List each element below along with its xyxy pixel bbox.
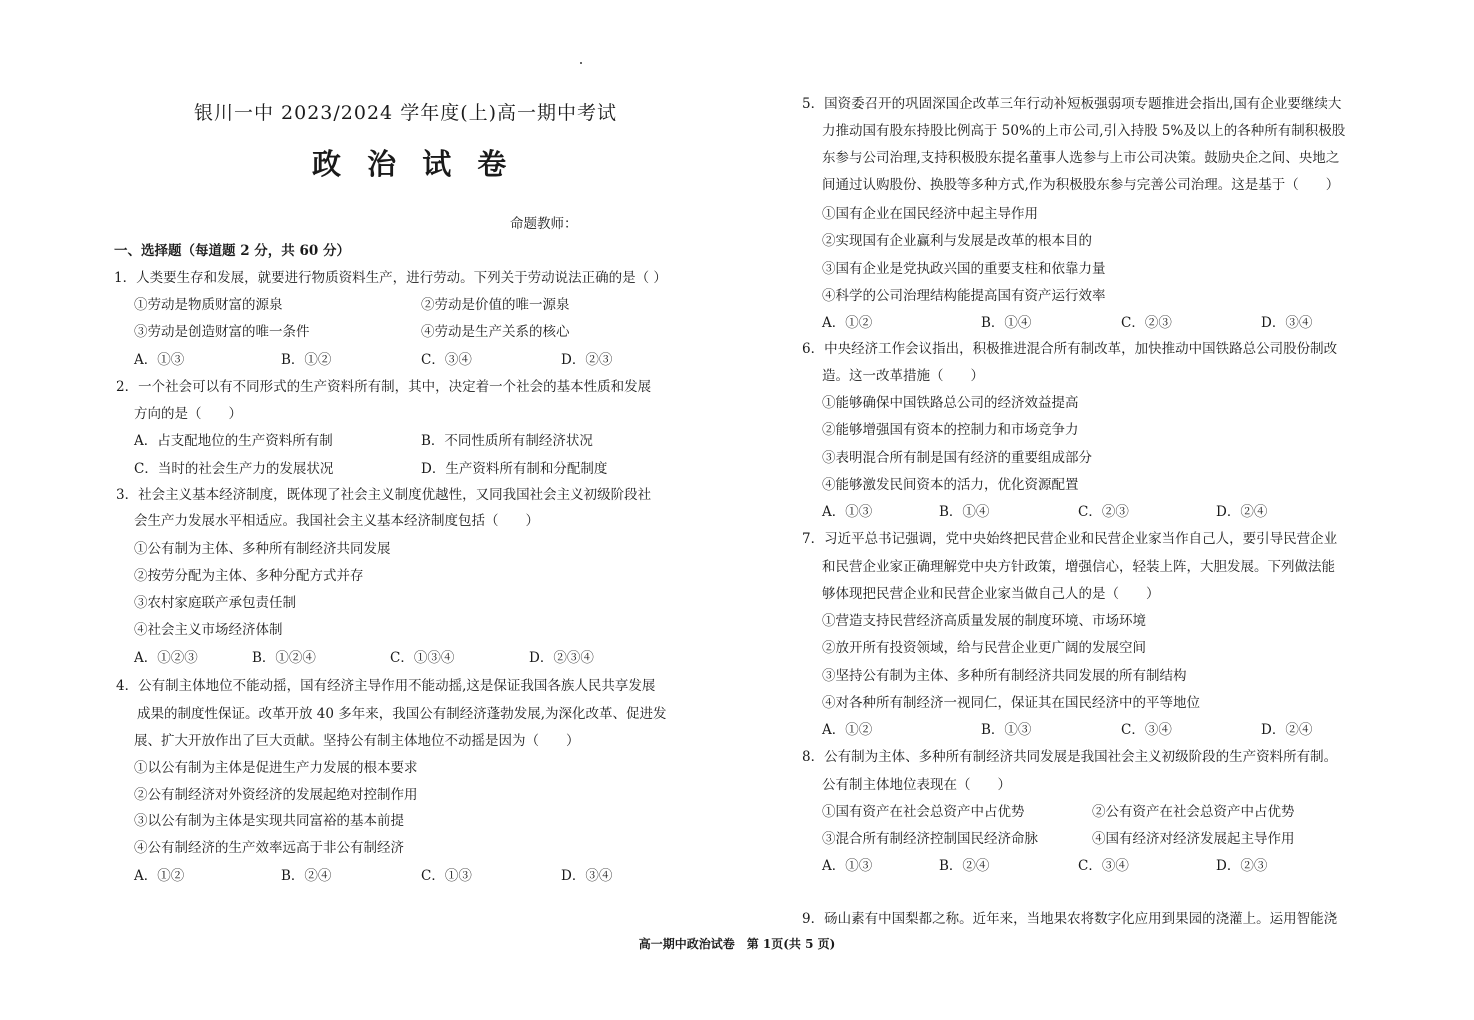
q4-option: C．①③	[421, 868, 472, 884]
q4-option: B．②④	[281, 868, 332, 884]
q7-item: ①营造支持民营经济高质量发展的制度环境、市场环境	[822, 613, 1146, 629]
q3-item: ③农村家庭联产承包责任制	[134, 595, 296, 611]
q7-stem: 和民营企业家正确理解党中央方针政策，增强信心，轻装上阵，大胆发展。下列做法能	[822, 559, 1335, 575]
scan-dot	[580, 62, 582, 64]
q9-stem: 9．砀山素有中国梨都之称。近年来，当地果农将数字化应用到果园的浇灌上。运用智能浇	[802, 911, 1338, 927]
q8-item: ③混合所有制经济控制国民经济命脉	[822, 831, 1038, 847]
q4-item: ①以公有制为主体是促进生产力发展的根本要求	[134, 760, 418, 776]
q5-stem: 力推动国有股东持股比例高于 50%的上市公司,引入持股 5%及以上的各种所有制积极股	[822, 123, 1346, 139]
q2-option: D．生产资料所有制和分配制度	[421, 461, 608, 477]
q8-option: B．②④	[939, 858, 990, 874]
q3-item: ④社会主义市场经济体制	[134, 622, 283, 638]
q7-stem: 7．习近平总书记强调，党中央始终把民营企业和民营企业家当作自己人，要引导民营企业	[802, 531, 1338, 547]
q5-option: C．②③	[1121, 315, 1172, 331]
q7-stem: 够体现把民营企业和民营企业家当做自己人的是（ ）	[822, 586, 1160, 602]
q5-option: B．①④	[981, 315, 1032, 331]
q3-stem: 3．社会主义基本经济制度，既体现了社会主义制度优越性，又同我国社会主义初级阶段社	[116, 487, 652, 503]
q6-item: ②能够增强国有资本的控制力和市场竞争力	[822, 422, 1079, 438]
q6-option: C．②③	[1078, 504, 1129, 520]
q3-item: ②按劳分配为主体、多种分配方式并存	[134, 568, 364, 584]
q1-option: C．③④	[421, 352, 472, 368]
q8-item: ②公有资产在社会总资产中占优势	[1092, 804, 1295, 820]
q4-option: A．①②	[134, 868, 185, 884]
q7-item: ④对各种所有制经济一视同仁，保证其在国民经济中的平等地位	[822, 695, 1200, 711]
q8-stem: 8．公有制为主体、多种所有制经济共同发展是我国社会主义初级阶段的生产资料所有制。	[802, 749, 1338, 765]
q7-option: B．①③	[981, 722, 1032, 738]
q4-stem: 4．公有制主体地位不能动摇，国有经济主导作用不能动摇,这是保证我国各族人民共享发展	[116, 678, 656, 694]
q4-stem: 展、扩大开放作出了巨大贡献。坚持公有制主体地位不动摇是因为（ ）	[134, 733, 580, 749]
q2-option: C．当时的社会生产力的发展状况	[134, 461, 334, 477]
q1-option: B．①②	[281, 352, 332, 368]
q4-item: ②公有制经济对外资经济的发展起绝对控制作用	[134, 787, 418, 803]
q6-stem: 造。这一改革措施（ ）	[822, 368, 984, 384]
q6-item: ①能够确保中国铁路总公司的经济效益提高	[822, 395, 1079, 411]
q4-stem: 成果的制度性保证。改革开放 40 多年来，我国公有制经济蓬勃发展,为深化改革、促进发	[137, 706, 667, 722]
q8-item: ④国有经济对经济发展起主导作用	[1092, 831, 1295, 847]
page-footer: 高一期中政治试卷 第 1页(共 5 页)	[638, 937, 836, 951]
q1-option: D．②③	[561, 352, 613, 368]
q7-option: C．③④	[1121, 722, 1172, 738]
q7-item: ②放开所有投资领域，给与民营企业更广阔的发展空间	[822, 640, 1146, 656]
exam-subject: 政 治 试 卷	[312, 147, 515, 181]
q6-item: ④能够激发民间资本的活力，优化资源配置	[822, 477, 1079, 493]
q2-option: A．占支配地位的生产资料所有制	[134, 433, 333, 449]
q7-option: D．②④	[1261, 722, 1313, 738]
q1-item: ④劳动是生产关系的核心	[421, 324, 570, 340]
q7-item: ③坚持公有制为主体、多种所有制经济共同发展的所有制结构	[822, 668, 1187, 684]
q2-option: B．不同性质所有制经济状况	[421, 433, 593, 449]
q8-option: D．②③	[1216, 858, 1268, 874]
q4-item: ④公有制经济的生产效率远高于非公有制经济	[134, 840, 404, 856]
q4-option: D．③④	[561, 868, 613, 884]
q1-item: ②劳动是价值的唯一源泉	[421, 297, 570, 313]
q6-option: D．②④	[1216, 504, 1268, 520]
q3-option: A．①②③	[134, 650, 198, 666]
q8-item: ①国有资产在社会总资产中占优势	[822, 804, 1025, 820]
q6-option: A．①③	[822, 504, 873, 520]
q6-option: B．①④	[939, 504, 990, 520]
q7-option: A．①②	[822, 722, 873, 738]
q5-item: ①国有企业在国民经济中起主导作用	[822, 206, 1038, 222]
q1-item: ③劳动是创造财富的唯一条件	[134, 324, 310, 340]
q3-option: C．①③④	[390, 650, 455, 666]
q8-option: A．①③	[822, 858, 873, 874]
q5-item: ③国有企业是党执政兴国的重要支柱和依靠力量	[822, 261, 1106, 277]
section-heading: 一、选择题（每道题 2 分，共 60 分）	[114, 243, 350, 259]
q5-item: ②实现国有企业赢利与发展是改革的根本目的	[822, 233, 1092, 249]
q5-stem: 东参与公司治理,支持积极股东提名董事人选参与上市公司决策。鼓励央企之间、央地之	[822, 150, 1340, 166]
q4-item: ③以公有制为主体是实现共同富裕的基本前提	[134, 813, 404, 829]
q1-item: ①劳动是物质财富的源泉	[134, 297, 283, 313]
exam-title: 银川一中 2023/2024 学年度(上)高一期中考试	[194, 102, 618, 124]
q6-item: ③表明混合所有制是国有经济的重要组成部分	[822, 450, 1092, 466]
q8-stem: 公有制主体地位表现在（ ）	[822, 777, 1011, 793]
q5-option: A．①②	[822, 315, 873, 331]
q5-item: ④科学的公司治理结构能提高国有资产运行效率	[822, 288, 1106, 304]
q3-stem: 会生产力发展水平相适应。我国社会主义基本经济制度包括（ ）	[134, 513, 539, 529]
q5-stem: 间通过认购股份、换股等多种方式,作为积极股东参与完善公司治理。这是基于（ ）	[822, 177, 1340, 193]
q6-stem: 6．中央经济工作会议指出，积极推进混合所有制改革，加快推动中国铁路总公司股份制改	[802, 341, 1338, 357]
q3-option: D．②③④	[529, 650, 594, 666]
q5-option: D．③④	[1261, 315, 1313, 331]
q3-item: ①公有制为主体、多种所有制经济共同发展	[134, 541, 391, 557]
q5-stem: 5．国资委召开的巩固深国企改革三年行动补短板强弱项专题推进会指出,国有企业要继续大	[802, 96, 1342, 112]
q2-stem: 方向的是（ ）	[134, 406, 242, 422]
q3-option: B．①②④	[252, 650, 316, 666]
q1-option: A．①③	[134, 352, 185, 368]
teacher-label: 命题教师：	[510, 216, 578, 232]
q8-option: C．③④	[1078, 858, 1129, 874]
q1-stem: 1．人类要生存和发展，就要进行物质资料生产，进行劳动。下列关于劳动说法正确的是（ ）	[114, 270, 667, 286]
q2-stem: 2．一个社会可以有不同形式的生产资料所有制，其中，决定着一个社会的基本性质和发展	[116, 379, 652, 395]
